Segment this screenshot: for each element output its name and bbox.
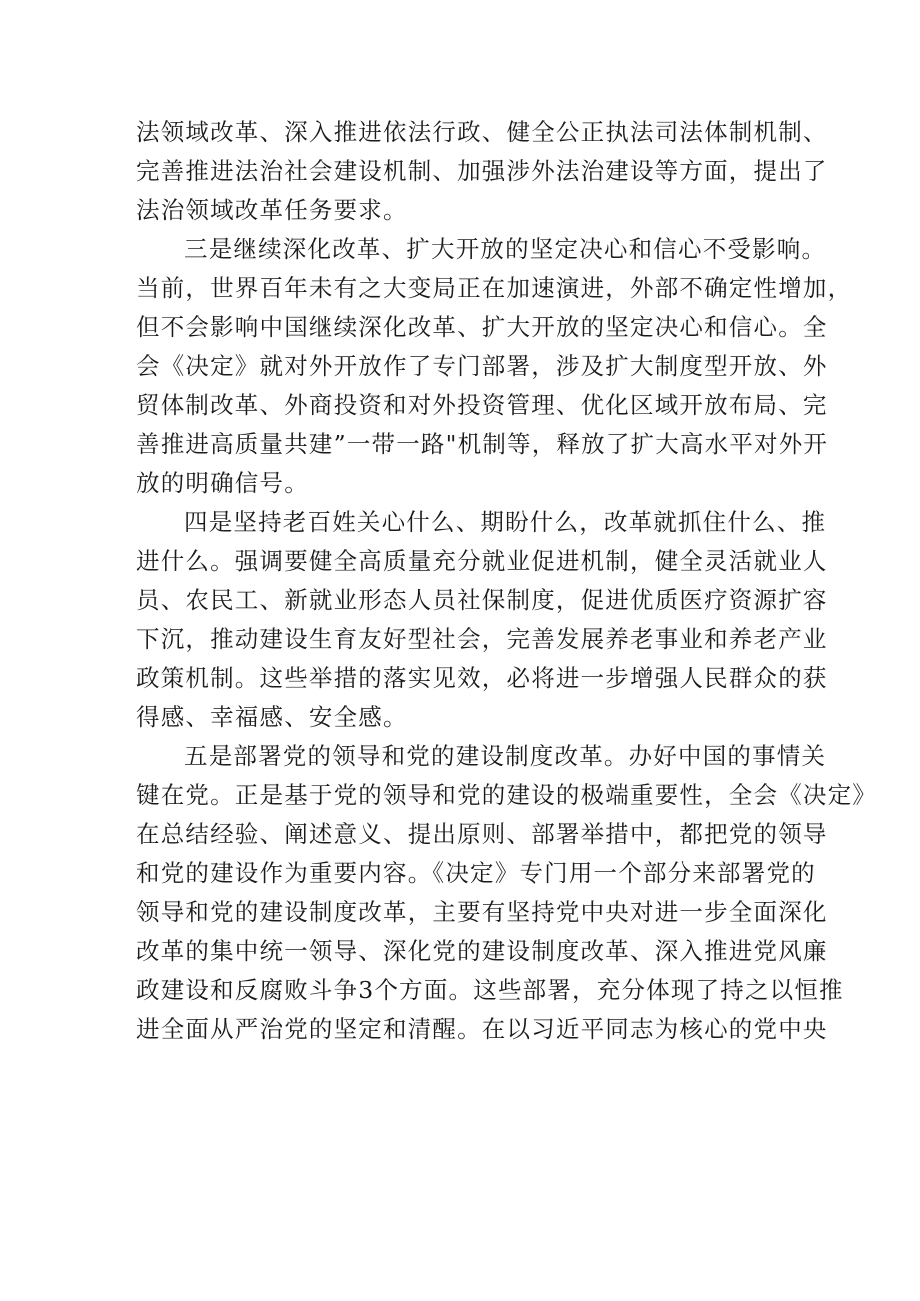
text-line: 三是继续深化改革、扩大开放的坚定决心和信心不受影响。 (184, 235, 827, 263)
text-line: 法治领域改革任务要求。 (136, 196, 408, 224)
text-line: 完善推进法治社会建设机制、加强涉外法治建设等方面，提出了 (136, 157, 828, 185)
text-line: 员、农民工、新就业形态人员社保制度，促进优质医疗资源扩容 (136, 586, 828, 614)
text-line: 政建设和反腐败斗争3个方面。这些部署，充分体现了持之以恒推 (136, 976, 844, 1004)
text-line: 会《决定》就对外开放作了专门部署，涉及扩大制度型开放、外 (136, 352, 828, 380)
paragraph (136, 737, 877, 1049)
text-line: 进全面从严治党的坚定和清醒。在以习近平同志为核心的党中央 (136, 1015, 828, 1043)
text-line: 进什么。强调要健全高质量充分就业促进机制，健全灵活就业人 (136, 547, 828, 575)
text-line: 得感、幸福感、安全感。 (136, 703, 408, 731)
text-line: 在总结经验、阐述意义、提出原则、部署举措中，都把党的领导 (136, 820, 828, 848)
paragraph (136, 113, 828, 230)
text-line: 下沉，推动建设生育友好型社会，完善发展养老事业和养老产业 (136, 625, 828, 653)
text-line: 放的明确信号。 (136, 469, 309, 497)
text-line: 键在党。正是基于党的领导和党的建设的极端重要性，全会《决定》 (136, 781, 877, 809)
paragraph (136, 230, 853, 503)
text-line: 改革的集中统一领导、深化党的建设制度改革、深入推进党风廉 (136, 937, 828, 965)
document-body (136, 113, 877, 1049)
paragraph (136, 503, 828, 737)
text-line: 五是部署党的领导和党的建设制度改革。办好中国的事情关 (184, 742, 827, 770)
text-line: 四是坚持老百姓关心什么、期盼什么，改革就抓住什么、推 (184, 508, 827, 536)
text-line: 但不会影响中国继续深化改革、扩大开放的坚定决心和信心。全 (136, 313, 828, 341)
text-line: 善推进高质量共建”一带一路"机制等，释放了扩大高水平对外开 (136, 430, 829, 458)
text-line: 政策机制。这些举措的落实见效，必将进一步增强人民群众的获 (136, 664, 828, 692)
text-line: 当前，世界百年未有之大变局正在加速演进，外部不确定性增加， (136, 274, 853, 302)
text-line: 法领域改革、深入推进依法行政、健全公正执法司法体制机制、 (136, 118, 828, 146)
text-line: 领导和党的建设制度改革，主要有坚持党中央对进一步全面深化 (136, 898, 828, 926)
text-line: 贸体制改革、外商投资和对外投资管理、优化区域开放布局、完 (136, 391, 828, 419)
text-line: 和党的建设作为重要内容。《决定》专门用一个部分来部署党的 (136, 859, 816, 887)
